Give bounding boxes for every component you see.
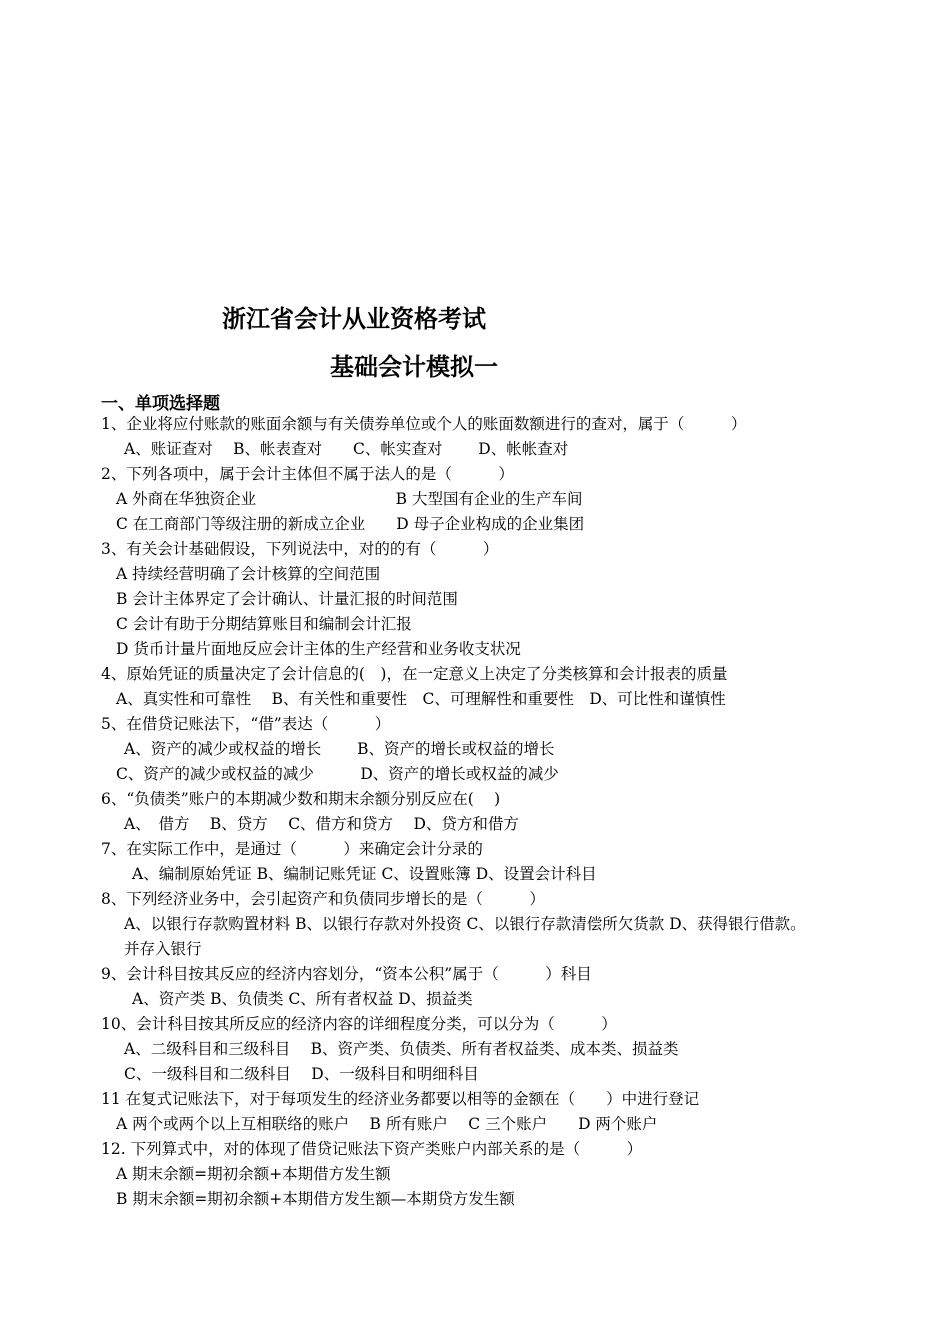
options-8: A、以银行存款购置材料 B、以银行存款对外投资 C、以银行存款清偿所欠货款 D、获得银行借款。 [124,915,806,933]
options-6: A、 借方 B、贷方 C、借方和贷方 D、贷方和借方 [124,815,519,833]
options-11: A 两个或两个以上互相联络的账户 B 所有账户 C 三个账户 D 两个账户 [116,1115,658,1133]
question-10: 10、会计科目按其所反应的经济内容的详细程度分类，可以分为（ ） [101,1015,617,1033]
question-1: 1、企业将应付账款的账面余额与有关债券单位或个人的账面数额进行的查对，属于（ ） [101,415,747,433]
question-2: 2、下列各项中，属于会计主体但不属于法人的是（ ） [101,465,514,483]
question-7: 7、在实际工作中，是通过（ ）来确定会计分录的 [101,840,483,858]
option-3a: A 持续经营明确了会计核算的空间范围 [116,565,381,583]
question-5: 5、在借贷记账法下，“借”表达（ ） [101,715,391,733]
options-7: A、编制原始凭证 B、编制记账凭证 C、设置账簿 D、设置会计科目 [132,865,597,883]
page-title: 浙江省会计从业资格考试 [222,305,486,333]
question-11: 11 在复式记账法下，对于每项发生的经济业务都要以相等的金额在（ ）中进行登记 [101,1090,700,1108]
options-5a: A、资产的减少或权益的增长 B、资产的增长或权益的增长 [124,740,555,758]
question-4: 4、原始凭证的质量决定了会计信息的( )，在一定意义上决定了分类核算和会计报表的质量 [101,665,728,683]
options-2a: A 外商在华独资企业 B 大型国有企业的生产车间 [116,490,583,508]
options-1: A、账证查对 B、帐表查对 C、帐实查对 D、帐帐查对 [124,440,569,458]
options-10b: C、一级科目和二级科目 D、一级科目和明细科目 [124,1065,479,1083]
option-12a: A 期末余额=期初余额+本期借方发生额 [116,1165,391,1183]
options-8-cont: 并存入银行 [124,940,202,958]
page-subtitle: 基础会计模拟一 [330,353,498,381]
option-3b: B 会计主体界定了会计确认、计量汇报的时间范围 [116,590,458,608]
question-9: 9、会计科目按其反应的经济内容划分，“资本公积”属于（ ）科目 [101,965,592,983]
option-12b: B 期末余额=期初余额+本期借方发生额—本期贷方发生额 [116,1190,515,1208]
section-heading: 一、单项选择题 [101,394,220,414]
question-8: 8、下列经济业务中，会引起资产和负债同步增长的是（ ） [101,890,545,908]
options-4: A、真实性和可靠性 B、有关性和重要性 C、可理解性和重要性 D、可比性和谨慎性 [116,690,726,708]
option-3d: D 货币计量片面地反应会计主体的生产经营和业务收支状况 [116,640,521,658]
options-2b: C 在工商部门等级注册的新成立企业 D 母子企业构成的企业集团 [116,515,585,533]
option-3c: C 会计有助于分期结算账目和编制会计汇报 [116,615,412,633]
options-5b: C、资产的减少或权益的减少 D、资产的增长或权益的减少 [116,765,559,783]
options-9: A、资产类 B、负债类 C、所有者权益 D、损益类 [132,990,473,1008]
options-10a: A、二级科目和三级科目 B、资产类、负债类、所有者权益类、成本类、损益类 [124,1040,679,1058]
question-6: 6、“负债类”账户的本期减少数和期末余额分别反应在( ) [101,790,501,808]
question-12: 12. 下列算式中，对的体现了借贷记账法下资产类账户内部关系的是（ ） [101,1140,643,1158]
question-3: 3、有关会计基础假设，下列说法中，对的的有（ ） [101,540,499,558]
